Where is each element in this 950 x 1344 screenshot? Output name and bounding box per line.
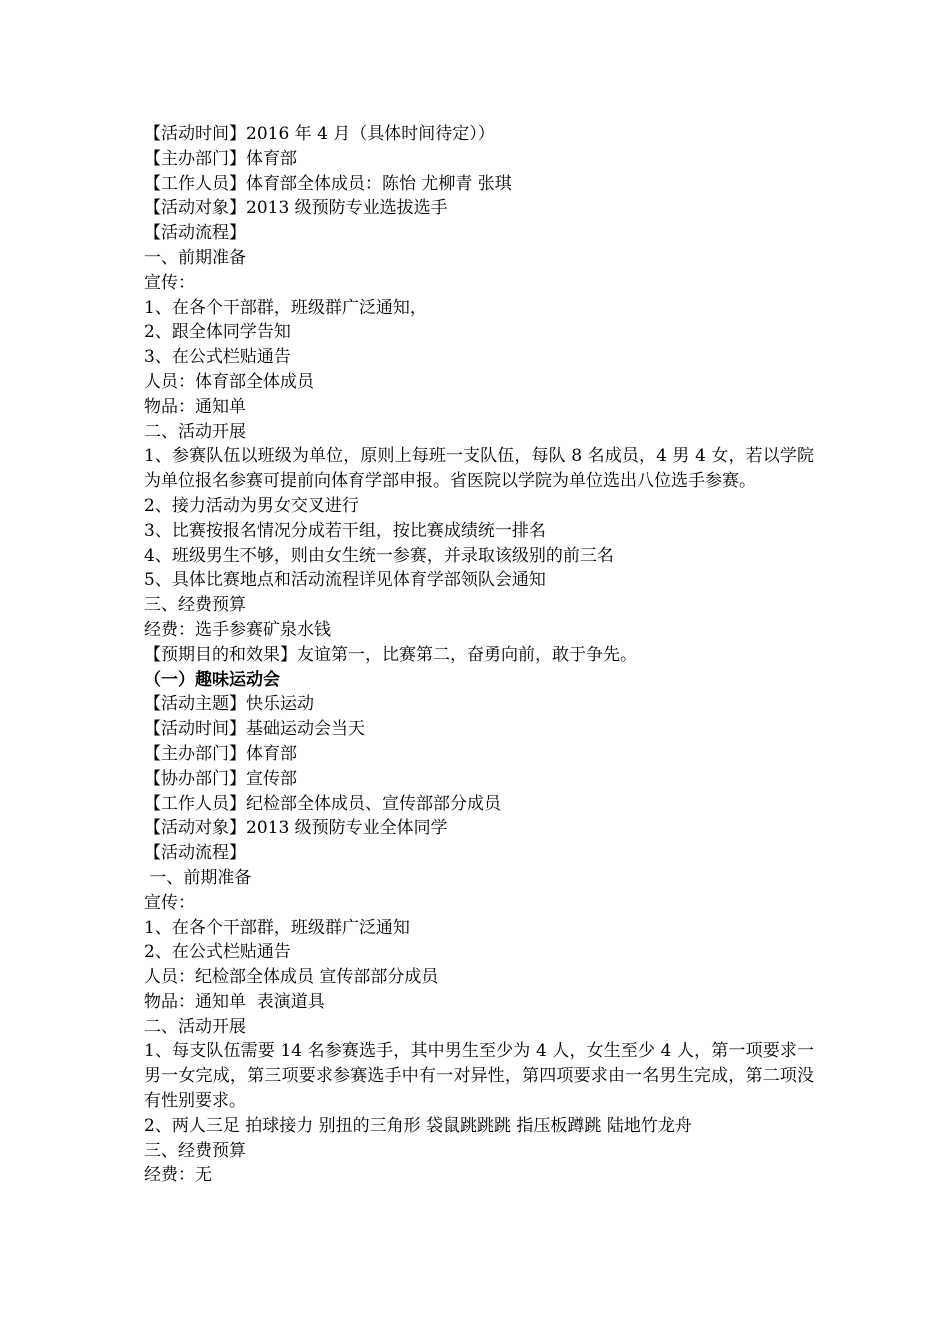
goal-line: 【预期目的和效果】友谊第一，比赛第二，奋勇向前，敢于争先。 xyxy=(144,644,637,665)
rule-item-5: 5、具体比赛地点和活动流程详见体育学部领队会通知 xyxy=(144,570,546,591)
budget-heading: 三、经费预算 xyxy=(144,1140,246,1161)
budget-line: 经费：无 xyxy=(144,1165,212,1186)
rule-item-1: 1、每支队伍需要 14 名参赛选手，其中男生至少为 4 人，女生至少 4 人，第一项要求一男一女完成，第三项要求参赛选手中有一对异性，第四项要求由一名男生完成，第二项没有性别要求。 xyxy=(144,1041,814,1112)
publicity-item-2: 2、在公式栏贴通告 xyxy=(144,942,291,963)
activity-heading: 二、活动开展 xyxy=(144,421,246,442)
activity-time-line: 【活动时间】2016 年 4 月（具体时间待定）） xyxy=(144,124,495,144)
process-line: 【活动流程】 xyxy=(144,843,246,864)
prep-heading: 一、前期准备 xyxy=(144,867,252,888)
activity-time-line: 【活动时间】基础运动会当天 xyxy=(144,719,365,740)
activity-heading: 二、活动开展 xyxy=(144,1016,246,1037)
staff-line: 【工作人员】体育部全体成员：陈怡 尤柳青 张琪 xyxy=(144,173,512,194)
organizer-line: 【主办部门】体育部 xyxy=(144,743,297,764)
publicity-label: 宣传： xyxy=(144,272,195,293)
rule-item-4: 4、班级男生不够，则由女生统一参赛，并录取该级别的前三名 xyxy=(144,545,614,566)
personnel-line: 人员：体育部全体成员 xyxy=(144,371,314,392)
target-line: 【活动对象】2013 级预防专业全体同学 xyxy=(144,818,448,839)
materials-line: 物品：通知单 表演道具 xyxy=(144,991,325,1012)
co-organizer-line: 【协办部门】宣传部 xyxy=(144,768,297,789)
organizer-line: 【主办部门】体育部 xyxy=(144,148,297,169)
section-heading: （一）趣味运动会 xyxy=(144,669,280,690)
target-line: 【活动对象】2013 级预防专业选拔选手 xyxy=(144,198,448,219)
events-line: 2、两人三足 拍球接力 别扭的三角形 袋鼠跳跳跳 指压板蹲跳 陆地竹龙舟 xyxy=(144,1115,692,1136)
rule-item-3: 3、比赛按报名情况分成若干组，按比赛成绩统一排名 xyxy=(144,520,546,541)
personnel-line: 人员：纪检部全体成员 宣传部部分成员 xyxy=(144,967,439,988)
publicity-item-1: 1、在各个干部群，班级群广泛通知 xyxy=(144,917,410,938)
document-page xyxy=(144,122,814,1188)
theme-line: 【活动主题】快乐运动 xyxy=(144,694,314,715)
publicity-label: 宣传： xyxy=(144,892,195,913)
materials-line: 物品：通知单 xyxy=(144,396,246,417)
rule-item-1: 1、参赛队伍以班级为单位，原则上每班一支队伍，每队 8 名成员，4 男 4 女，若以学院为单位报名参赛可提前向体育学部申报。省医院以学院为单位选出八位选手参赛。 xyxy=(144,446,814,492)
rule-item-2: 2、接力活动为男女交叉进行 xyxy=(144,495,359,516)
staff-line: 【工作人员】纪检部全体成员、宣传部部分成员 xyxy=(144,793,501,814)
publicity-item-2: 2、跟全体同学告知 xyxy=(144,322,291,343)
budget-heading: 三、经费预算 xyxy=(144,595,246,616)
budget-line: 经费：选手参赛矿泉水钱 xyxy=(144,619,331,640)
publicity-item-3: 3、在公式栏贴通告 xyxy=(144,347,291,368)
publicity-item-1: 1、在各个干部群，班级群广泛通知， xyxy=(144,297,427,318)
process-line: 【活动流程】 xyxy=(144,223,246,244)
prep-heading: 一、前期准备 xyxy=(144,247,246,268)
